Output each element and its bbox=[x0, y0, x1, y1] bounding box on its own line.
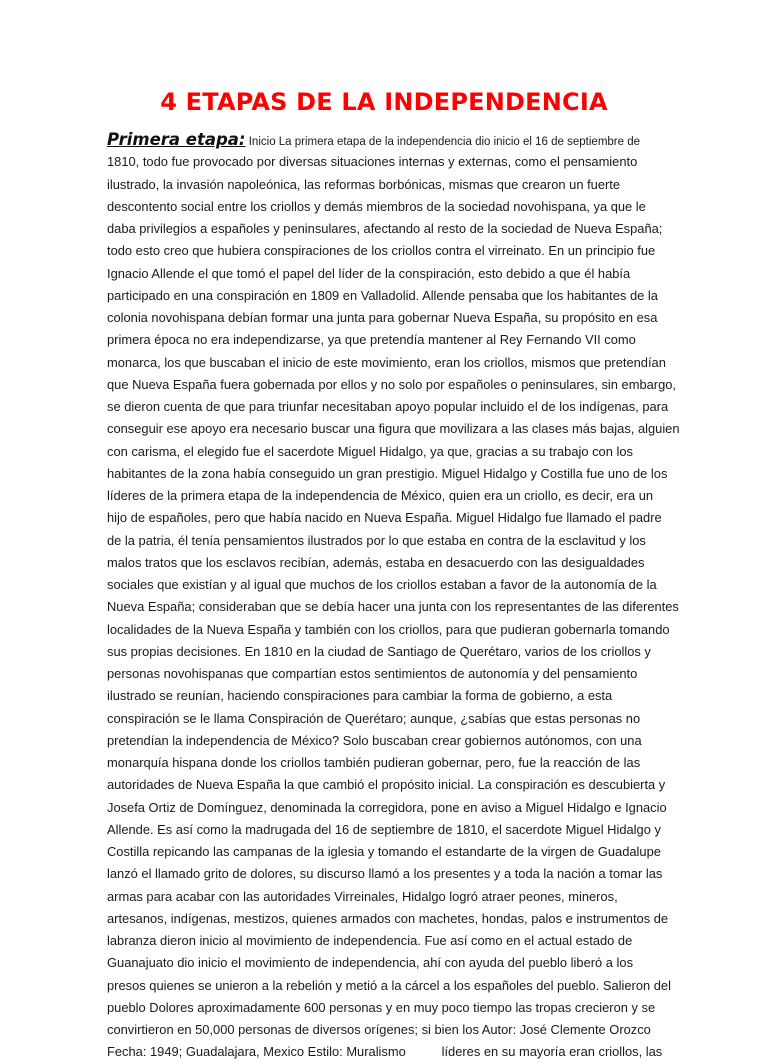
text-line: sus propias decisiones. En 1810 en la ciudad de Santiago de Querétaro, varios de los criollos y bbox=[107, 643, 651, 659]
text-line: hijo de españoles, pero que había nacido en Nueva España. Miguel Hidalgo fue llamado el padre bbox=[107, 510, 662, 526]
text-line: con carisma, el elegido fue el sacerdote Miguel Hidalgo, ya que, gracias a su trabajo con los bbox=[107, 443, 633, 459]
text-line: Ignacio Allende el que tomó el papel del líder de la conspiración, esto debido a que él había bbox=[107, 265, 631, 281]
text-line: daba privilegios a españoles y peninsulares, afectando al resto de la sociedad de Nueva España; bbox=[107, 221, 663, 236]
text-line: descontento social entre los criollos y demás miembros de la sociedad novohispana, ya que le bbox=[107, 198, 646, 214]
text-line: Guanajuato dio inicio el movimiento de independencia, ahí con ayuda del pueblo liberó a los bbox=[107, 955, 634, 971]
text-line: artesanos, indígenas, mestizos, quienes armados con machetes, hondas, palos e instrumentos de bbox=[107, 910, 669, 926]
text-line: se dieron cuenta de que para triunfar necesitaban apoyo popular incluido el de los indígenas, para bbox=[107, 399, 669, 414]
text-line: conspiración se le llama Conspiración de Querétaro; aunque, ¿sabías que estas personas no bbox=[107, 710, 641, 726]
text-line: primera época no era independizarse, ya que pretendía mantener al Rey Fernando VII como bbox=[107, 332, 636, 348]
text-line: Josefa Ortiz de Domínguez, denominada la corregidora, pone en aviso a Miguel Hidalgo e Ignacio bbox=[107, 799, 667, 815]
text-line: Costilla repicando las campanas de la iglesia y tomando el estandarte de la virgen de Guadalupe bbox=[107, 844, 661, 859]
text-line: colonia novohispana debían formar una junta para gobernar Nueva España, su propósito en esa bbox=[107, 310, 658, 325]
document-title: 4 ETAPAS DE LA INDEPENDENCIA bbox=[160, 88, 608, 116]
text-line: ilustrado se reunían, haciendo conspiraciones para cambiar la forma de gobierno, a esta bbox=[107, 688, 613, 704]
text-line: presos quienes se unieron a la rebelión y metió a la cárcel a los españoles del pueblo. Salieron del bbox=[107, 977, 671, 993]
text-line: monarca, los que buscaban el inicio de este movimiento, eran los criollos, mismos que pretendían bbox=[107, 354, 666, 370]
text-line: pretendían la independencia de México? Solo buscaban crear gobiernos autónomos, con una bbox=[107, 732, 642, 748]
text-line: sociales que existían y al igual que muchos de los criollos estaban a favor de la autonomía de la bbox=[107, 577, 657, 592]
text-line: ilustrado, la invasión napoleónica, las reformas borbónicas, mismas que crearon un fuerte bbox=[107, 176, 621, 192]
text-line: Nueva España; consideraban que se debía hacer una junta con los representantes de las diferentes bbox=[107, 599, 679, 615]
text-line: líderes de la primera etapa de la independencia de México, quien era un criollo, es decir, era un bbox=[107, 488, 654, 503]
first-line bbox=[107, 129, 665, 151]
text-line: labranza dieron inicio al movimiento de independencia. Fue así como en el actual estado de bbox=[107, 933, 633, 948]
text-line: lanzó el llamado grito de dolores, su discurso llamó a los presentes y a toda la nación a tomar las bbox=[107, 866, 663, 882]
body-paragraph bbox=[107, 129, 680, 1064]
text-line: personas novohispanas que compartían estos sentimientos de autonomía y del pensamiento bbox=[107, 666, 638, 681]
text-line: de la patria, él tenía pensamientos ilustrados por lo que estaba en contra de la esclavitud y los bbox=[107, 532, 646, 548]
text-line: 1810, todo fue provocado por diversas situaciones internas y externas, como el pensamiento bbox=[107, 154, 638, 170]
text-line: pueblo Dolores aproximadamente 600 personas y en muy poco tiempo las tropas crecieron y se bbox=[107, 999, 656, 1015]
text-line: monarquía hispana donde los criollos también pudieran gobernar, pero, fue la reacción de las bbox=[107, 755, 641, 770]
text-line: que Nueva España fuera gobernada por ellos y no solo por españoles o peninsulares, sin embargo, bbox=[107, 376, 676, 392]
text-line: conseguir ese apoyo era necesario buscar una figura que movilizara a las clases más bajas, alguien bbox=[107, 421, 680, 437]
text-line: autoridades de Nueva España la que cambió el propósito inicial. La conspiración es descubierta y bbox=[107, 777, 666, 793]
text-line: Allende. Es así como la madrugada del 16 de septiembre de 1810, el sacerdote Miguel Hidalgo y bbox=[107, 821, 661, 837]
text-line: todo esto creo que hubiera conspiraciones de los criollos contra el virreinato. En un principio fue bbox=[107, 243, 656, 259]
section-heading: Primera etapa: bbox=[107, 130, 246, 149]
text-line: Fecha: 1949; Guadalajara, Mexico Estilo: Muralismo líderes en su mayoría eran criollos, las bbox=[107, 1044, 663, 1060]
text-line: habitantes de la zona había conseguido un gran prestigio. Miguel Hidalgo y Costilla fue uno de los bbox=[107, 465, 668, 481]
text-line: participado en una conspiración en 1809 en Valladolid. Allende pensaba que los habitantes de la bbox=[107, 287, 658, 303]
text-line: malos tratos que los esclavos recibían, además, estaba en desacuerdo con las desigualdades bbox=[107, 554, 645, 570]
text-line: convirtieron en 50,000 personas de diversos orígenes; si bien los Autor: José Clemente Orozco bbox=[107, 1022, 651, 1037]
text-line: armas para acabar con las autoridades Virreinales, Hidalgo logró atraer peones, mineros, bbox=[107, 888, 618, 904]
text-line: localidades de la Nueva España y también con los criollos, para que pudieran gobernarla tomando bbox=[107, 621, 670, 637]
first-line-text: Inicio La primera etapa de la independencia dio inicio el 16 de septiembre de bbox=[245, 136, 641, 148]
